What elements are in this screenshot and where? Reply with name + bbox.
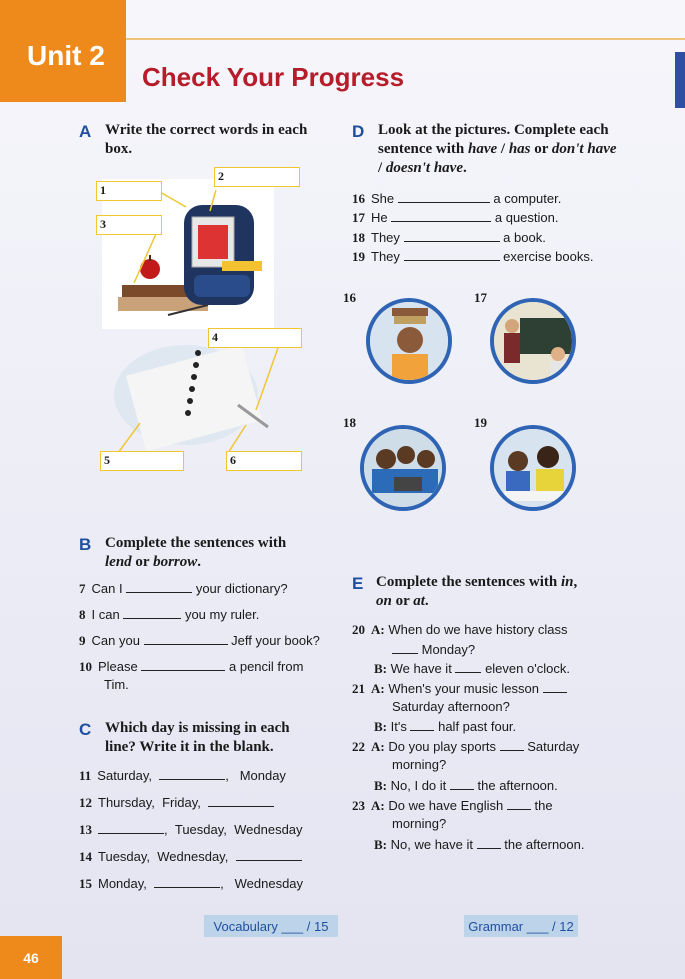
label-box-1[interactable]: 1 <box>96 181 162 201</box>
instr-em: in <box>560 574 574 590</box>
question-20-a2: Monday? <box>392 641 475 658</box>
question-21-b: B: It's half past four. <box>374 719 517 734</box>
question-22-b: B: No, I do it the afternoon. <box>374 778 558 793</box>
instr-em: doesn't have <box>385 160 464 176</box>
question-17: 17 He a question. <box>352 210 559 225</box>
answer-blank[interactable] <box>543 680 567 693</box>
kids-with-laptop-illustration <box>364 429 444 509</box>
question-9: 9 Can you Jeff your book? <box>79 633 320 648</box>
question-21-a: 21 A: When's your music lesson <box>352 680 567 697</box>
question-23-a: 23 A: Do we have English the <box>352 798 553 813</box>
picture-17 <box>490 298 576 384</box>
question-8: 8 I can you my ruler. <box>79 607 260 622</box>
question-14: 14 Tuesday, Wednesday, <box>79 848 302 865</box>
question-23-b: B: No, we have it the afternoon. <box>374 837 585 852</box>
answer-blank[interactable] <box>398 190 490 203</box>
top-rule <box>126 38 685 40</box>
label-box-4[interactable]: 4 <box>208 328 302 348</box>
question-7: 7 Can I your dictionary? <box>79 581 288 596</box>
kids-writing-illustration <box>494 429 574 509</box>
instr-em: have <box>468 141 498 157</box>
question-19: 19 They exercise books. <box>352 249 594 264</box>
answer-blank[interactable] <box>477 836 501 849</box>
question-22-a2: morning? <box>392 757 447 772</box>
picture-label-19: 19 <box>474 415 487 430</box>
answer-blank[interactable] <box>507 797 531 810</box>
picture-16 <box>366 298 452 384</box>
instr-em: at <box>413 593 425 609</box>
section-e-letter: E <box>352 574 364 593</box>
section-a-instruction: Write the correct words in each box. <box>105 122 308 157</box>
section-b-instruction: Complete the sentences with lend or borrow. <box>105 535 287 570</box>
instr-em: don't have <box>551 141 617 157</box>
question-15: 15 Monday, , Wednesday <box>79 876 304 891</box>
picture-18 <box>360 425 446 511</box>
vocabulary-score: Vocabulary ___ / 15 <box>204 915 338 937</box>
answer-blank[interactable] <box>126 580 192 593</box>
side-tab <box>675 52 685 108</box>
answer-blank[interactable] <box>455 660 481 673</box>
question-10: 10 Please a pencil from <box>79 659 304 674</box>
page-title: Check Your Progress <box>142 62 405 92</box>
label-box-3[interactable]: 3 <box>96 215 162 235</box>
instr-text: Complete the sentences with <box>376 574 558 590</box>
question-13: 13 , Tuesday, Wednesday <box>79 822 303 837</box>
answer-blank[interactable] <box>391 209 491 222</box>
answer-blank[interactable] <box>98 821 164 834</box>
instr-text: Look at the pictures. Complete each sentence with <box>378 122 609 157</box>
section-d-instruction: Look at the pictures. Complete each sentence with have / has or don't have / doesn't have. <box>378 122 617 176</box>
answer-blank[interactable] <box>236 848 302 861</box>
answer-blank[interactable] <box>141 658 225 671</box>
school-items-illustration <box>98 165 308 465</box>
question-18: 18 They a book. <box>352 230 546 245</box>
question-20-b: B: We have it eleven o'clock. <box>374 661 570 676</box>
unit-label: Unit 2 <box>27 40 105 71</box>
question-12: 12 Thursday, Friday, <box>79 794 274 811</box>
answer-blank[interactable] <box>404 229 500 242</box>
picture-label-16: 16 <box>343 290 356 305</box>
section-c-letter: C <box>79 720 92 739</box>
answer-blank[interactable] <box>144 632 228 645</box>
answer-blank[interactable] <box>159 767 225 780</box>
section-e-instruction: Complete the sentences with in, on or at. <box>376 574 578 609</box>
question-11: 11 Saturday, , Monday <box>79 768 286 783</box>
instr-em: on <box>376 593 392 609</box>
grammar-score: Grammar ___ / 12 <box>464 915 578 937</box>
answer-blank[interactable] <box>450 777 474 790</box>
instr-em: has <box>508 141 531 157</box>
instr-em: borrow <box>153 554 198 570</box>
section-b-letter: B <box>79 535 92 554</box>
question-22-a: 22 A: Do you play sports Saturday <box>352 739 580 754</box>
page-number: 46 <box>0 936 62 979</box>
question-10-cont: Tim. <box>104 677 129 692</box>
question-16: 16 She a computer. <box>352 191 562 206</box>
girl-with-books-illustration <box>370 302 450 382</box>
instr-em: lend <box>105 554 132 570</box>
answer-blank[interactable] <box>500 738 524 751</box>
picture-label-17: 17 <box>474 290 487 305</box>
question-23-a2: morning? <box>392 816 447 831</box>
answer-blank[interactable] <box>208 794 274 807</box>
label-box-6[interactable]: 6 <box>226 451 302 471</box>
picture-19 <box>490 425 576 511</box>
answer-blank[interactable] <box>123 606 181 619</box>
classroom-question-illustration <box>494 302 574 382</box>
answer-blank[interactable] <box>392 641 418 654</box>
answer-blank[interactable] <box>410 718 434 731</box>
answer-blank[interactable] <box>404 248 500 261</box>
question-20-a: 20 A: When do we have history class <box>352 622 568 637</box>
instr-text: Complete the sentences with <box>105 535 287 551</box>
section-d-letter: D <box>352 122 365 141</box>
answer-blank[interactable] <box>154 875 220 888</box>
instr-text: or <box>135 554 150 570</box>
section-c-instruction: Which day is missing in each line? Write it in the blank. <box>105 720 290 755</box>
picture-label-18: 18 <box>343 415 356 430</box>
label-box-2[interactable]: 2 <box>214 167 300 187</box>
question-21-a2: Saturday afternoon? <box>392 699 510 714</box>
section-a-letter: A <box>79 122 92 141</box>
label-box-5[interactable]: 5 <box>100 451 184 471</box>
